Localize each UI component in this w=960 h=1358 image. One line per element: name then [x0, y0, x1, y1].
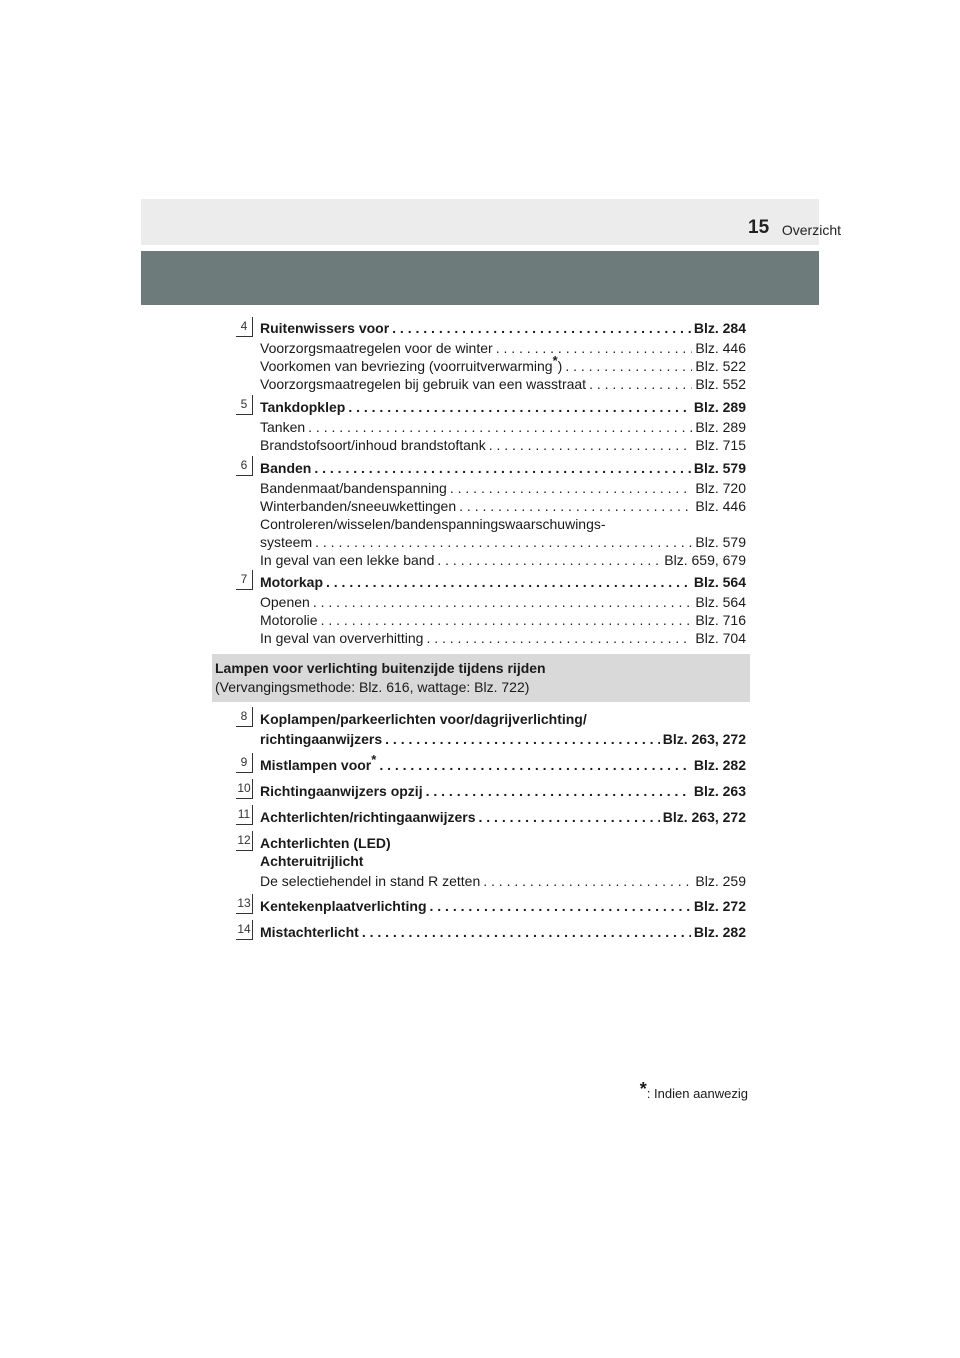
toc-sub-entry[interactable]: systeem . . . Blz. 579 — [260, 533, 746, 551]
section-number: 11 — [236, 805, 253, 825]
toc-sub-entry[interactable]: Bandenmaat/bandenspanning . . . Blz. 720 — [260, 479, 746, 497]
section-number: 10 — [236, 779, 253, 799]
section-number: 7 — [236, 570, 253, 590]
toc-main-entry-line1: Koplampen/parkeerlichten voor/dagrijverlichting/ — [260, 711, 587, 727]
toc-sub-entry[interactable]: Voorzorgsmaatregelen voor de winter . . . Blz. 446 — [260, 339, 746, 357]
toc-sub-entry[interactable]: Brandstofsoort/inhoud brandstoftank . . . Blz. 715 — [260, 436, 746, 454]
section-number: 5 — [236, 395, 253, 415]
toc-main-entry[interactable]: richtingaanwijzers . . . Blz. 263, 272 — [260, 730, 746, 748]
toc-main-entry[interactable]: Motorkap . . . Blz. 564 — [260, 573, 746, 591]
toc-main-entry[interactable]: Mistachterlicht . . . Blz. 282 — [260, 923, 746, 941]
page-number: 15 — [748, 217, 770, 238]
toc-main-entry[interactable]: Banden . . . Blz. 579 — [260, 459, 746, 477]
section-number: 6 — [236, 456, 253, 476]
section-number: 13 — [236, 894, 253, 914]
toc-main-entry[interactable]: Achterlichten/richtingaanwijzers . . . Blz. 263, 272 — [260, 808, 746, 826]
lamp-section-title: Lampen voor verlichting buitenzijde tijdens rijden — [215, 660, 546, 676]
chapter-band — [141, 251, 819, 305]
toc-sub-entry[interactable]: Voorkomen van bevriezing (voorruitverwarming*) . . . Blz. 522 — [260, 357, 746, 375]
toc-sub-entry[interactable]: Tanken . . . Blz. 289 — [260, 418, 746, 436]
toc-sub-entry-continued: Controleren/wisselen/bandenspanningswaarschuwings- — [260, 516, 606, 532]
toc-sub-entry[interactable]: Motorolie . . . Blz. 716 — [260, 611, 746, 629]
toc-sub-entry[interactable]: In geval van oververhitting . . . Blz. 704 — [260, 629, 746, 647]
section-number: 12 — [236, 831, 253, 851]
toc-sub-entry[interactable]: In geval van een lekke band . . . Blz. 659, 679 — [260, 551, 746, 569]
header-band — [141, 199, 819, 245]
toc-main-entry[interactable]: Kentekenplaatverlichting . . . Blz. 272 — [260, 897, 746, 915]
toc-main-entry[interactable]: Ruitenwissers voor . . . Blz. 284 — [260, 319, 746, 337]
header-title: Overzicht — [781, 222, 841, 238]
lamp-section-subtitle: (Vervangingsmethode: Blz. 616, wattage: Blz. 722) — [215, 679, 530, 695]
footnote-text: : Indien aanwezig — [646, 1086, 748, 1101]
toc-main-entry[interactable]: Mistlampen voor* . . . Blz. 282 — [260, 756, 746, 774]
section-number: 8 — [236, 707, 253, 727]
toc-main-entry-line1[interactable]: Achterlichten (LED) — [260, 835, 391, 851]
toc-sub-entry[interactable]: Voorzorgsmaatregelen bij gebruik van een wasstraat . . . Blz. 552 — [260, 375, 746, 393]
toc-main-entry[interactable]: Richtingaanwijzers opzij . . . Blz. 263 — [260, 782, 746, 800]
toc-main-entry-line2[interactable]: Achteruitrijlicht — [260, 853, 364, 869]
toc-sub-entry[interactable]: Winterbanden/sneeuwkettingen . . . Blz. 446 — [260, 497, 746, 515]
footnote — [640, 1079, 748, 1101]
section-number: 4 — [236, 317, 253, 337]
section-number: 9 — [236, 753, 253, 773]
toc-sub-entry[interactable]: Openen . . . Blz. 564 — [260, 593, 746, 611]
toc-main-entry[interactable]: Tankdopklep . . . Blz. 289 — [260, 398, 746, 416]
section-number: 14 — [236, 920, 253, 940]
toc-sub-entry[interactable]: De selectiehendel in stand R zetten . . . Blz. 259 — [260, 872, 746, 890]
footnote-star: * — [639, 1079, 647, 1099]
